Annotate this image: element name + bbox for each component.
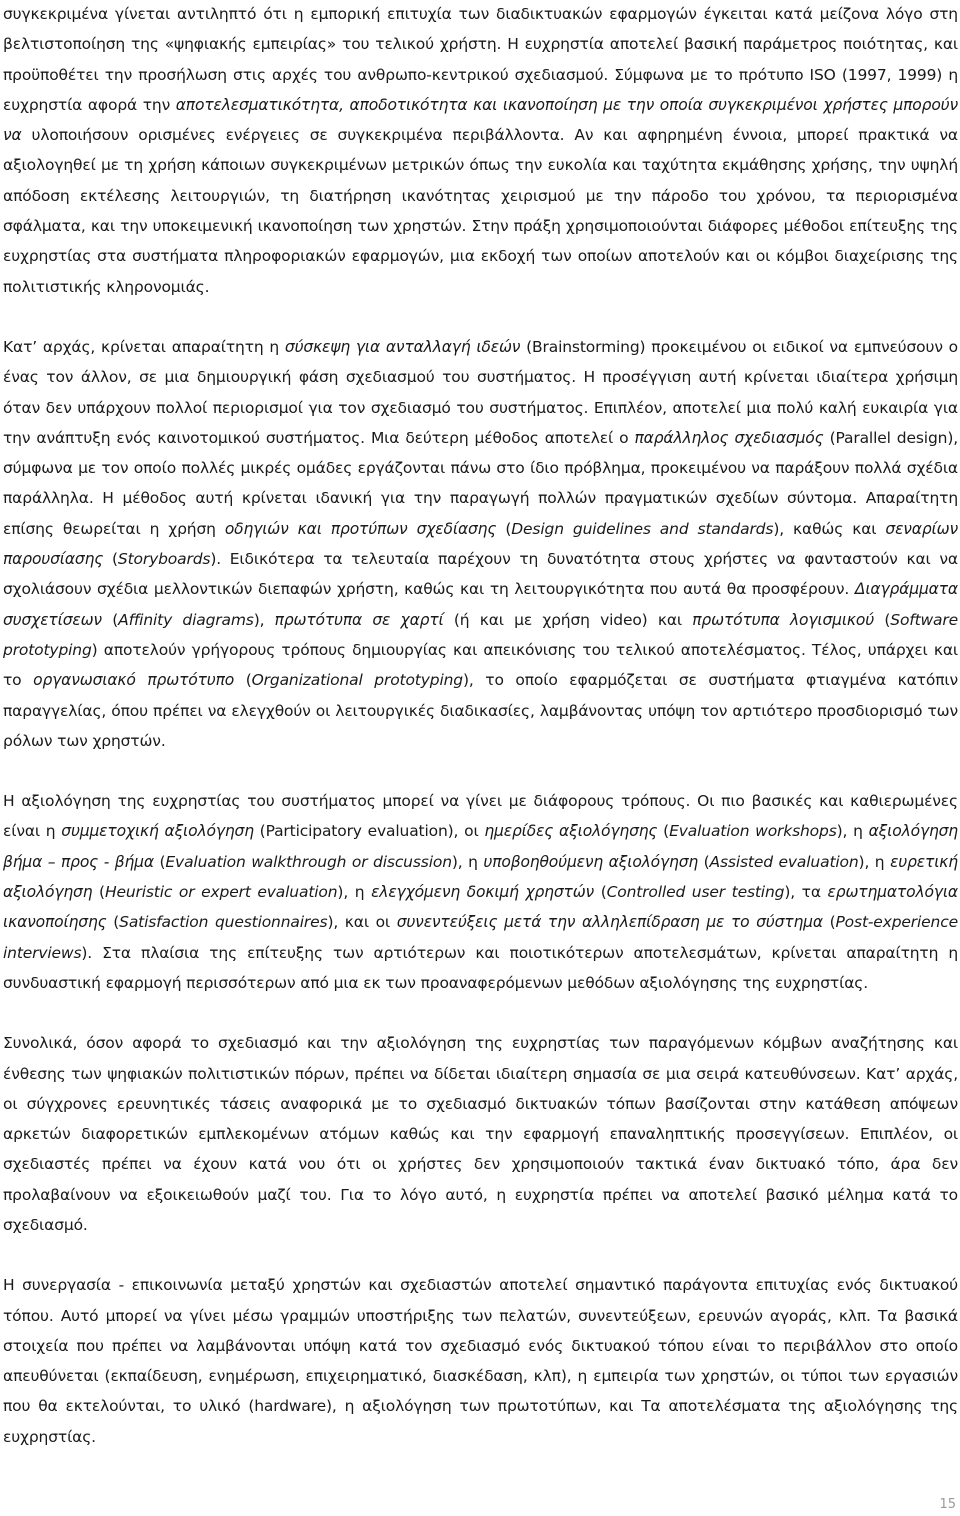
text-run: ), η	[451, 852, 484, 871]
italic-text-run: ευρετική αξιολόγηση	[3, 852, 958, 902]
text-run: ). Στα πλαίσια της επίτευξης των αρτιότερων και ποιοτικότερων αποτελεσμάτων, κρίνεται απαραίτητη η συνδυαστική εφαρμογή περισσότερων από μια εκ των προαναφερόμενων μεθόδων αξιολόγησης της ευχρηστίας.	[3, 943, 958, 992]
text-run: Η συνεργασία - επικοινωνία μεταξύ χρηστών και σχεδιαστών αποτελεί σημαντικό παράγοντα επιτυχίας ενός δικτυακού τόπου. Αυτό μπορεί να γίνει μέσω γραμμών υποστήριξης των πελατών, συνεντεύξεων, ερευνών αγοράς, κλπ. Τα βασικά στοιχεία που πρέπει να λαμβάνονται υπόψη κατά τον σχεδιασμό ενός δικτυακού τόπου είναι το περιβάλλον στο οποίο απευθύνεται (εκπαίδευση, ενημέρωση, επιχειρηματικό, διασκέδαση, κλπ), η εμπειρία των χρηστών, οι τύποι των εργασιών που θα εκτελούνται, το υλικό (hardware), η αξιολόγηση των πρωτοτύπων, και Τα αποτελέσματα της αξιολόγησης της ευχρηστίας.	[3, 1276, 958, 1446]
italic-text-run: Satisfaction questionnaires	[119, 913, 328, 932]
page-number: 15	[939, 1497, 956, 1512]
paragraph-gap	[3, 1240, 958, 1270]
paragraph-evaluation-methods	[3, 786, 958, 998]
italic-text-run: παράλληλος σχεδιασμός	[634, 428, 824, 447]
text-run: ), η	[337, 883, 372, 902]
text-run: (ή και με χρήση video) και	[443, 610, 693, 629]
text-run: (	[234, 671, 252, 690]
text-run: (	[101, 610, 119, 629]
text-run: ), και οι	[327, 913, 397, 932]
paragraph-collaboration	[3, 1270, 958, 1452]
text-run: Συνολικά, όσον αφορά το σχεδιασμό και την αξιολόγηση της ευχρηστίας των παραγόμενων κόμβων αναζήτησης και ένθεσης των ψηφιακών πολιτιστικών πόρων, πρέπει να δίδεται ιδιαίτερη σημασία σε μια σειρά κατευθύνσεων. Κατ’ αρχάς, οι σύγχρονες ερευνητικές τάσεις αναφορικά με το σχεδιασμό δικτυακών τόπων βασίζονται στην κατάθεση απόψεων αρκετών διαφορετικών εμπλεκομένων ατόμων καθώς και την εφαρμογή επαναληπτικής προσεγγίσεων. Επιπλέον, οι σχεδιαστές πρέπει να έχουν κατά νου ότι οι χρήστες δεν χρησιμοποιούν τακτικά έναν δικτυακό τόπο, άρα δεν προλαβαίνουν να εξοικειωθούν μαζί του. Για το λόγο αυτό, η ευχρηστία πρέπει να αποτελεί βασικό μέλημα κατά το σχεδιασμό.	[3, 1034, 958, 1234]
italic-text-run: Controlled user testing	[606, 883, 785, 902]
italic-text-run: συμμετοχική αξιολόγηση	[61, 822, 254, 841]
italic-text-run: Affinity diagrams	[118, 610, 254, 629]
italic-text-run: Post-experience interviews	[3, 913, 958, 962]
document-page	[3, 0, 958, 1452]
paragraph-gap	[3, 756, 958, 786]
text-run: ), η	[858, 852, 891, 871]
italic-text-run: Storyboards	[117, 550, 211, 569]
italic-text-run: σεναρίων παρουσίασης	[3, 519, 958, 569]
text-run: (	[594, 883, 607, 902]
italic-text-run: οδηγιών και προτύπων σχεδίασης	[224, 519, 497, 538]
paragraph-gap	[3, 998, 958, 1028]
text-run: (	[103, 550, 118, 569]
paragraph-gap	[3, 302, 958, 332]
text-run: ), το οποίο εφαρμόζεται σε συστήματα φτιαγμένα κατόπιν παραγγελίας, όπου πρέπει να ελεγχθούν οι λειτουργικές διαδικασίες, λαμβάνοντας υπόψη τον αρτιότερο προσδιορισμό των ρόλων των χρηστών.	[3, 671, 958, 750]
text-run: (Brainstorming) προκειμένου οι ειδικοί να εμπνεύσουν ο ένας τον άλλον, σε μια δημιουργική φάση σχεδιασμού του συστήματος. Η προσέγγιση αυτή κρίνεται ιδιαίτερα χρήσιμη όταν δεν υπάρχουν πολλοί περιορισμοί για τον σχεδιασμό του συστήματος. Επιπλέον, αποτελεί μια πολύ καλή ευκαιρία για την ανάπτυξη ενός καινοτομικού συστήματος. Μια δεύτερη μέθοδος αποτελεί ο	[3, 337, 958, 447]
text-run: ),	[253, 610, 275, 629]
italic-text-run: υποβοηθούμενη αξιολόγηση	[483, 852, 699, 871]
italic-text-run: Software prototyping	[3, 610, 958, 659]
paragraph-summary	[3, 1028, 958, 1240]
italic-text-run: πρωτότυπα σε χαρτί	[274, 610, 444, 629]
italic-text-run: Design guidelines and standards	[511, 519, 774, 538]
italic-text-run: σύσκεψη για ανταλλαγή ιδεών	[284, 337, 521, 356]
italic-text-run: ερωτηματολόγια ικανοποίησης	[3, 883, 958, 932]
italic-text-run: οργανωσιακό πρωτότυπο	[33, 671, 235, 690]
italic-text-run: αξιολόγηση βήμα – προς - βήμα	[3, 822, 958, 871]
text-run: (	[698, 852, 710, 871]
italic-text-run: αποτελεσματικότητα, αποδοτικότητα και ικανοποίηση με την οποία συγκεκριμένοι χρήστες μπορούν να	[3, 95, 958, 145]
italic-text-run: Evaluation walkthrough or discussion	[165, 852, 452, 871]
text-run: ), καθώς και	[773, 519, 886, 538]
italic-text-run: ημερίδες αξιολόγησης	[484, 822, 658, 841]
text-run: (	[92, 883, 105, 902]
italic-text-run: ελεγχόμενη δοκιμή χρηστών	[371, 883, 595, 902]
text-run: Η αξιολόγηση της ευχρηστίας του συστήματος μπορεί να γίνει με διάφορους τρόπους. Οι πιο βασικές και καθιερωμένες είναι η	[3, 792, 958, 841]
paragraph-usability-iso	[3, 0, 958, 302]
italic-text-run: Διαγράμματα συσχετίσεων	[3, 580, 958, 629]
text-run: (	[822, 913, 836, 932]
text-run: ) αποτελούν γρήγορους τρόπους δημιουργίας και απεικόνισης του τελικού αποτελέσματος. Τέλος, υπάρχει και το	[3, 640, 958, 690]
italic-text-run: Evaluation workshops	[669, 822, 837, 841]
text-run: συγκεκριμένα γίνεται αντιληπτό ότι η εμπορική επιτυχία των διαδικτυακών εφαρμογών έγκειται κατά μείζονα λόγο στη βελτιστοποίηση της «ψηφιακής εμπειρίας» του τελικού χρήστη. Η ευχρηστία αποτελεί βασική παράμετρος ποιότητας, και προϋποθέτει την προσήλωση στις αρχές του ανθρωπο-κεντρικού σχεδιασμού. Σύμφωνα με το πρότυπο ISO (1997, 1999) η ευχρηστία αφορά την	[3, 5, 958, 114]
italic-text-run: Heuristic or expert evaluation	[104, 883, 338, 902]
italic-text-run: πρωτότυπα λογισμικού	[692, 610, 875, 629]
paragraph-design-methods	[3, 332, 958, 756]
italic-text-run: συνεντεύξεις μετά την αλληλεπίδραση με το σύστημα	[396, 913, 823, 932]
text-run: ). Ειδικότερα τα τελευταία παρέχουν τη δυνατότητα στους χρήστες να φανταστούν και να σχολιάσουν σχέδια μελλοντικών διεπαφών χρήστη, καθώς και τη λειτουργικότητα που αυτά θα προσφέρουν.	[3, 550, 958, 599]
text-run: Κατ’ αρχάς, κρίνεται απαραίτητη η	[3, 337, 285, 356]
text-run: ), η	[836, 822, 869, 841]
italic-text-run: Assisted evaluation	[709, 852, 859, 871]
text-run: υλοποιήσουν ορισμένες ενέργειες σε συγκεκριμένα περιβάλλοντα. Αν και αφηρημένη έννοια, μπορεί πρακτικά να αξιολογηθεί με τη χρήση κάποιων συγκεκριμένων μετρικών όπως την ευκολία και ταχύτητα εκμάθησης χρήσης, την υψηλή απόδοση εκτέλεσης λειτουργιών, τη διατήρηση ικανότητας χειρισμού με την πάροδο του χρόνου, τα περιορισμένα σφάλματα, και την υποκειμενική ικανοποίηση των χρηστών. Στην πράξη χρησιμοποιούνται διάφορες μέθοδοι επίτευξης της ευχρηστίας στα συστήματα πληροφοριακών εφαρμογών, μια εκδοχή των οποίων αποτελούν και οι κόμβοι διαχείρισης της πολιτιστικής κληρονομιάς.	[3, 126, 958, 296]
text-run: (	[874, 610, 891, 629]
text-run: (	[106, 913, 120, 932]
text-run: (	[153, 852, 166, 871]
text-run: (	[496, 519, 512, 538]
text-run: (Parallel design), σύμφωνα με τον οποίο πολλές μικρές ομάδες εργάζονται πάνω στο ίδιο πρόβλημα, προκειμένου να παράξουν πολλά σχέδια παράλληλα. Η μέθοδος αυτή κρίνεται ιδανική για την παραγωγή πολλών πραγματικών σχεδίων σύντομα. Απαραίτητη επίσης θεωρείται η χρήση	[3, 428, 958, 538]
italic-text-run: Organizational prototyping	[251, 671, 463, 690]
text-run: ), τα	[784, 883, 828, 902]
text-run: (Participatory evaluation), οι	[253, 822, 485, 841]
text-run: (	[657, 822, 670, 841]
